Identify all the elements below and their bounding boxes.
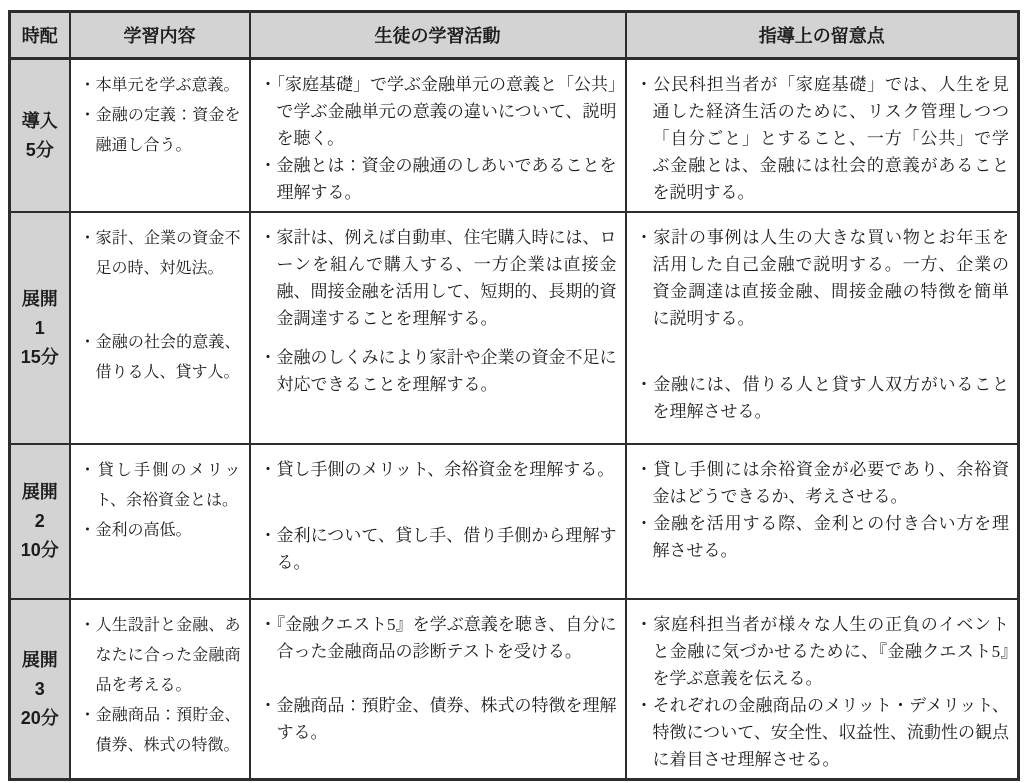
bullet-item: ・貸し手側のメリット、余裕資金とは。 [79, 462, 241, 509]
bullet-item: ・人生設計と金融、あなたに合った金融商品を考える。 [79, 617, 241, 694]
lesson-plan-table [8, 10, 1020, 781]
bullet-item: ・金融を活用する際、金利との付き合い方を理解させる。 [635, 514, 1009, 560]
bullet-item: ・「家庭基礎」で学ぶ金融単元の意義と「公共」で学ぶ金融単元の意義の違いについて、説明を聴く。 [259, 75, 617, 148]
lesson-plan-sheet [8, 10, 1020, 781]
bullet-item: ・家計、企業の資金不足の時、対処法。 [79, 230, 241, 277]
time-phase-label: 展開 [21, 482, 58, 502]
bullet-item: ・金利について、貸し手、借り手側から理解する。 [259, 526, 617, 572]
bullet-item: ・金利の高低。 [79, 522, 192, 539]
column-header-activity: 生徒の学習活動 [250, 12, 626, 59]
bullet-item: ・金融商品：預貯金、債券、株式の特徴。 [79, 707, 241, 754]
column-header-time: 時配 [10, 12, 70, 59]
bullet-item: ・家庭科担当者が様々な人生の正負のイベントと金融に気づかせるために、『金融クエスト5』を学ぶ意義を伝える。 [635, 615, 1009, 688]
bullet-item: ・貸し手側のメリット、余裕資金を理解する。 [259, 460, 615, 479]
time-minutes-label: 10分 [20, 540, 59, 560]
bullet-item: ・金融の社会的意義、借りる人、貸す人。 [79, 334, 241, 381]
time-cell [10, 59, 70, 213]
column-header-notes: 指導上の留意点 [626, 12, 1019, 59]
time-phase-number: 3 [34, 678, 45, 699]
table-row-development-2 [10, 444, 1019, 599]
header-row [10, 12, 1019, 59]
bullet-item: ・『金融クエスト5』を学ぶ意義を聴き、自分に合った金融商品の診断テストを受ける。 [259, 615, 617, 661]
activity-cell [250, 212, 626, 444]
time-phase-number: 1 [34, 317, 45, 338]
time-phase-number: 2 [34, 511, 45, 531]
column-header-content: 学習内容 [70, 12, 250, 59]
content-cell [70, 212, 250, 444]
time-cell [10, 212, 70, 444]
content-cell [70, 599, 250, 780]
bullet-item: ・貸し手側には余裕資金が必要であり、余裕資金はどうできるか、考えさせる。 [635, 460, 1009, 506]
activity-cell [250, 59, 626, 213]
activity-cell [250, 599, 626, 780]
bullet-item: ・公民科担当者が「家庭基礎」では、人生を見通した経済生活のために、リスク管理しつつ「自分ごと」とすること、一方「公共」で学ぶ金融とは、金融には社会的意義があることを説明する。 [635, 75, 1009, 202]
content-cell [70, 59, 250, 213]
time-phase-label: 展開 [21, 288, 58, 309]
notes-cell [626, 212, 1019, 444]
time-phase-label: 展開 [21, 649, 58, 670]
time-phase-label: 導入 [21, 110, 58, 131]
notes-cell [626, 599, 1019, 780]
bullet-item: ・金融とは：資金の融通のしあいであることを理解する。 [259, 156, 617, 202]
bullet-item: ・金融のしくみにより家計や企業の資金不足に対応できることを理解する。 [259, 348, 617, 394]
bullet-item: ・金融の定義：資金を融通し合う。 [79, 107, 241, 154]
bullet-item: ・本単元を学ぶ意義。 [79, 77, 240, 94]
bullet-item: ・それぞれの金融商品のメリット・デメリット、特徴について、安全性、収益性、流動性の観点に着目させ理解させる。 [635, 696, 1009, 769]
time-minutes-label: 15分 [20, 346, 59, 367]
bullet-item: ・金融商品：預貯金、債券、株式の特徴を理解する。 [259, 696, 617, 742]
table-row-development-1 [10, 212, 1019, 444]
notes-cell [626, 444, 1019, 599]
bullet-item: ・家計の事例は人生の大きな買い物とお年玉を活用した自己金融で説明する。一方、企業の資金調達は直接金融、間接金融の特徴を簡単に説明する。 [635, 228, 1009, 328]
table-row-intro [10, 59, 1019, 213]
time-cell [10, 599, 70, 780]
content-cell [70, 444, 250, 599]
time-minutes-label: 5分 [25, 139, 54, 160]
activity-cell [250, 444, 626, 599]
bullet-item: ・家計は、例えば自動車、住宅購入時には、ローンを組んで購入する、一方企業は直接金融、間接金融を活用して、短期的、長期的資金調達することを理解する。 [259, 228, 617, 328]
time-minutes-label: 20分 [20, 707, 59, 728]
notes-cell [626, 59, 1019, 213]
table-row-development-3 [10, 599, 1019, 780]
bullet-item: ・金融には、借りる人と貸す人双方がいることを理解させる。 [635, 375, 1009, 421]
time-cell [10, 444, 70, 599]
